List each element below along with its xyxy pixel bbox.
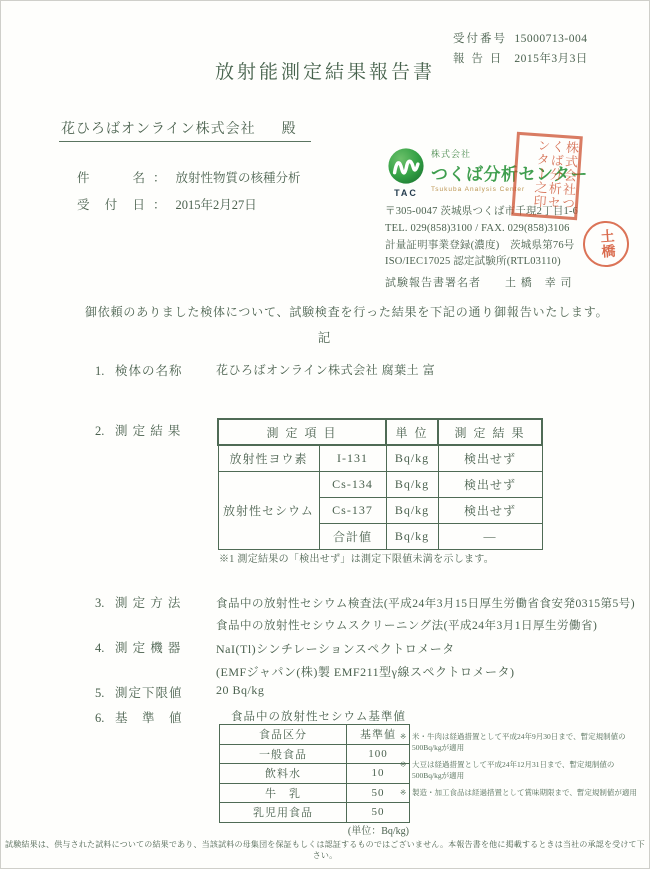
result-group-iodine: 放射性ヨウ素 xyxy=(218,445,319,472)
section-6-heading: 6. 基 準 値 xyxy=(95,711,183,725)
iso-line: ISO/IEC17025 認定試験所(RTL03110) xyxy=(385,256,561,268)
section-2-heading: 2. 測 定 結 果 xyxy=(95,424,182,438)
registration-line: 計量証明事業登録(濃度) 茨城県第76号 xyxy=(385,239,575,251)
table-row: Cs-137 Bq/kg 検出せず xyxy=(218,498,542,524)
table-row: 飲料水 10 xyxy=(220,764,410,784)
report-date-value: 2015年3月3日 xyxy=(514,53,588,66)
subject-value: 放射性物質の核種分析 xyxy=(175,171,301,185)
company-seal-stamp-icon: 株式会社つくば分析センター之印 xyxy=(511,132,583,220)
detection-limit-value: 20 Bq/kg xyxy=(216,683,265,697)
tel-fax: TEL. 029(858)3100 / FAX. 029(858)3106 xyxy=(385,222,570,234)
instrument-lines: NaI(Tl)シンチレーションスペクトロメータ (EMFジャパン(株)製 EMF211型γ線スペクトロメータ) xyxy=(216,642,515,680)
subject-row: 件 名 ： 放射性物質の核種分析 xyxy=(77,165,301,192)
standard-table xyxy=(219,724,410,823)
note-item: ※ 製造・加工食品は経過措置として賞味期限まで、暫定規制値が適用 xyxy=(400,788,637,797)
result-table xyxy=(217,418,543,550)
laboratory-block xyxy=(385,138,637,290)
result-header-item: 測 定 項 目 xyxy=(218,419,386,445)
company-name: つくば分析センター xyxy=(431,165,588,184)
result-group-cesium: 放射性セシウム xyxy=(218,472,319,550)
note-item: ※ 米・牛肉は経過措置として平成24年9月30日まで、暫定規制値の500Bq/kgが適用 xyxy=(400,732,626,752)
received-date-value: 2015年2月27日 xyxy=(175,197,257,212)
section-5-heading: 5. 測定下限値 xyxy=(95,686,183,700)
section-3-heading: 3. 測 定 方 法 xyxy=(95,596,182,610)
table-row: 放射性セシウム Cs-134 Bq/kg 検出せず xyxy=(218,472,542,498)
standard-table-notes xyxy=(400,732,638,806)
addressee-name: 花ひろばオンライン株式会社 xyxy=(61,122,256,137)
method-lines: 食品中の放射性セシウム検査法(平成24年3月15日厚生労働省食安発0315第5号) 食品中の放射性セシウムスクリーニング法(平成24年3月1日厚生労働省) xyxy=(216,598,636,633)
table-row: 乳児用食品 50 xyxy=(220,803,410,823)
table-row: 合計値 Bq/kg ― xyxy=(218,524,542,550)
tac-logo-icon xyxy=(387,172,425,189)
result-table-header-row xyxy=(218,419,542,445)
section-1-heading: 1. 検体の名称 xyxy=(95,364,183,378)
tac-logo xyxy=(385,147,427,198)
laboratory-identity xyxy=(385,147,637,198)
result-table-footnote: ※1 測定結果の「検出せず」は測定下限値未満を示します。 xyxy=(219,554,495,565)
report-statement: 御依頼のありました検体について、試験検査を行った結果を下記の通り御報告いたします。 xyxy=(85,305,609,319)
footer-disclaimer: 試験結果は、供与された試料についての結果であり、当該試料の母集団を保証もしくは認証するものではございません。本報告書を他に掲載するときは当社の承認を受けて下さい。 xyxy=(5,840,645,860)
company-prefix: 株式会社 xyxy=(431,149,472,159)
postal-address: 〒305-0047 茨城県つくば市千現2丁目1-6 xyxy=(385,206,579,217)
sample-name-value: 花ひろばオンライン株式会社 腐葉土 富 xyxy=(216,363,436,377)
standard-table-unit-note: (単位：Bq/kg) xyxy=(347,826,409,837)
signer-seal-stamp-icon: 土橋 xyxy=(581,219,630,268)
result-header-result: 測 定 結 果 xyxy=(438,419,542,445)
table-row: 一般食品 100 xyxy=(220,744,410,764)
table-row: 牛 乳 50 xyxy=(220,783,410,803)
result-header-unit: 単 位 xyxy=(386,419,438,445)
standard-table-header-row: 食品区分 基準値 xyxy=(220,725,410,745)
received-date-label: 受 付 日 xyxy=(77,197,147,212)
ki-marker: 記 xyxy=(317,331,333,345)
note-item: ※ 大豆は経過措置として平成24年12月31日まで、暫定規制値の500Bq/kgが適用 xyxy=(400,760,615,780)
received-date-row: 受 付 日 ： 2015年2月27日 xyxy=(77,192,301,219)
tac-logo-text: TAC xyxy=(394,188,418,198)
receipt-number-value: 15000713-004 xyxy=(514,33,588,45)
table-row: 放射性ヨウ素 I-131 Bq/kg 検出せず xyxy=(218,445,542,472)
document-title: 放射能測定結果報告書 xyxy=(214,62,435,83)
case-meta-block xyxy=(77,165,301,219)
standard-table-title: 食品中の放射性セシウム基準値 xyxy=(231,711,406,723)
report-date-label: 報 告 日 xyxy=(453,53,504,66)
addressee-suffix: 殿 xyxy=(281,122,297,137)
receipt-number-label: 受付番号 xyxy=(453,33,507,45)
addressee-line xyxy=(59,118,311,142)
section-4-heading: 4. 測 定 機 器 xyxy=(95,641,182,655)
subject-label: 件 名 xyxy=(77,171,147,185)
company-name-en: Tsukuba Analysis Center xyxy=(431,186,526,193)
signer-line: 試験報告書署名者 土 橋 幸 司 xyxy=(385,277,573,290)
receipt-number-row xyxy=(453,29,588,49)
